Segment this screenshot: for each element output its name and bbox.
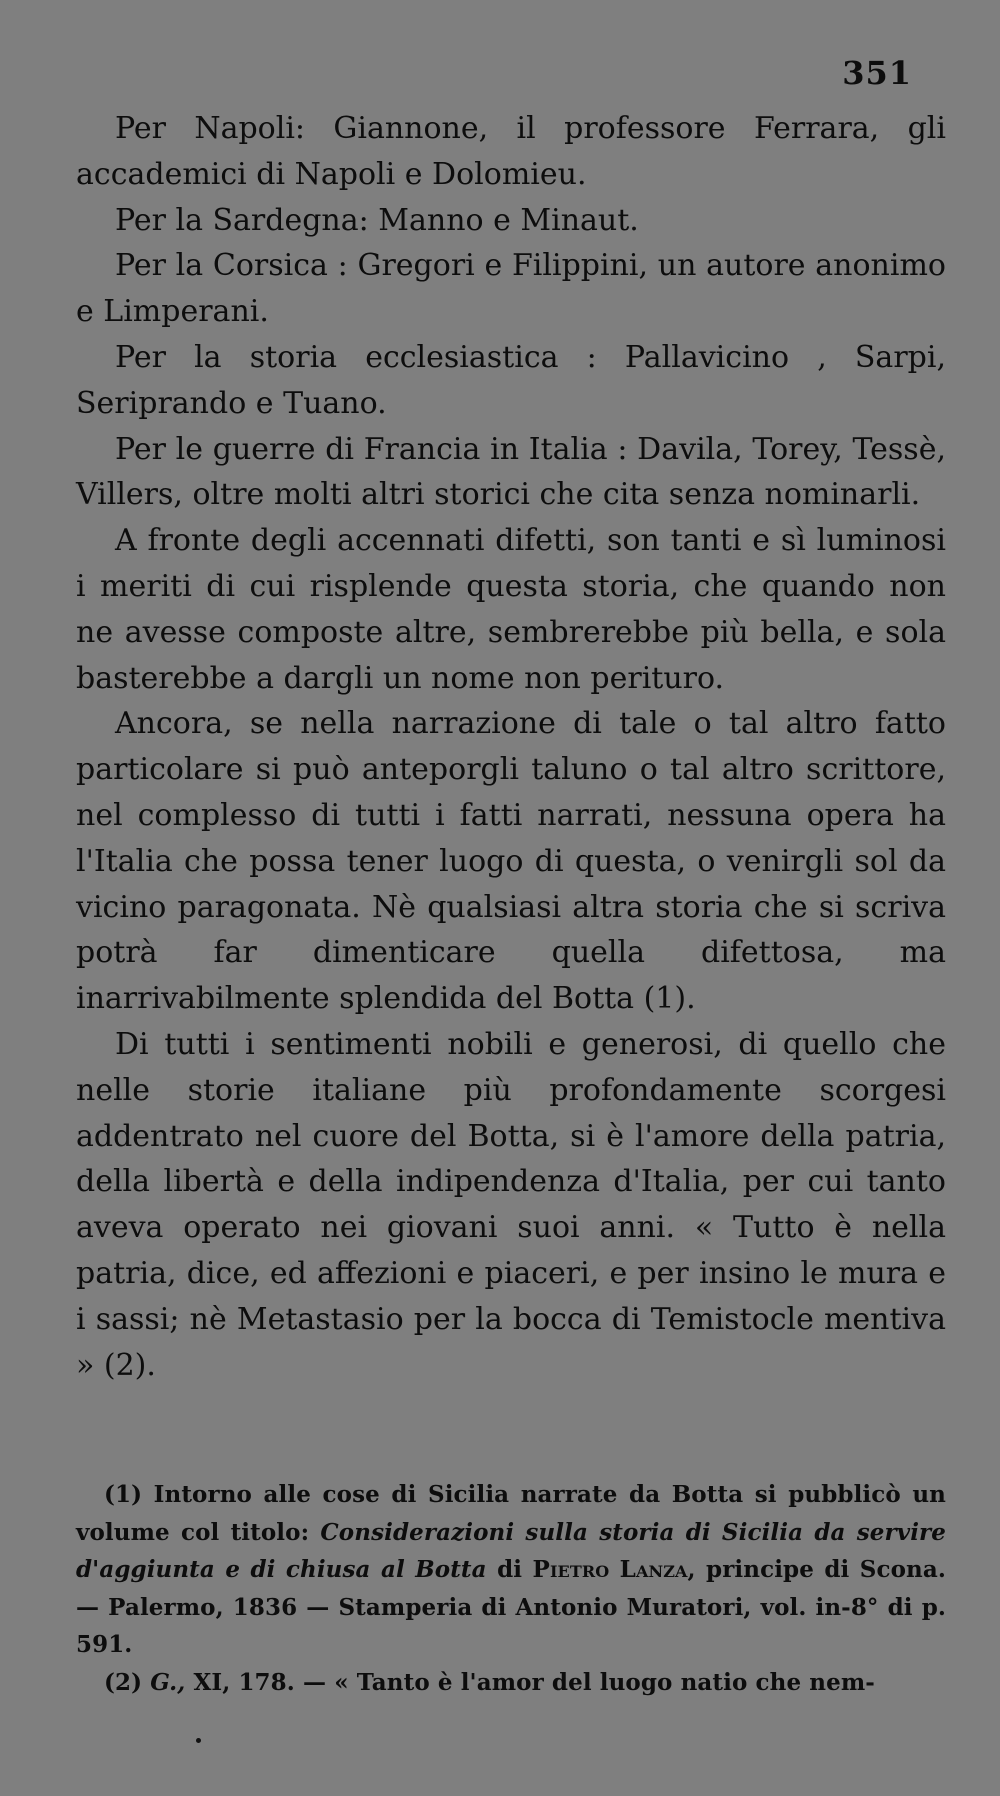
paragraph-corsica: Per la Corsica : Gregori e Filippini, un autore anonimo e Limperani. [76,248,946,330]
footnote-1-intro: Intorno alle cose di Sicilia narrate da Botta si pubblicò un volume col titolo: [76,1481,947,1546]
footnote-2-marker: (2) [104,1668,143,1696]
footnote-1 [76,1476,946,1664]
paragraph-guerre-francia: Per le guerre di Francia in Italia : Davila, Torey, Tessè, Villers, oltre molti altri storici che cita senza nominarli. [76,431,946,513]
footnote-2-source: G., [150,1668,186,1696]
ink-speck [196,1738,201,1743]
footnote-2-text: XI, 178. — « Tanto è l'amor del luogo natio che nem- [193,1668,875,1696]
page-number: 351 [842,54,912,92]
footnote-1-book-title: Considerazioni sulla storia di Sicilia da servire d'aggiunta e di chiusa al Botta [76,1518,946,1583]
footnote-1-marker: (1) [104,1481,143,1508]
paragraph-sentimenti: Di tutti i sentimenti nobili e generosi, di quello che nelle storie italiane più profondamente scorgesi addentrato nel cuore del Botta, si è l'amore della patria, della libertà e della indipendenza d'Italia, per cui tanto aveva operato nei giovani suoi anni. « Tutto è nella patria, dice, ed affezioni e piaceri, e per insino le mura e i sassi; nè Metastasio per la bocca di Temistocle mentiva » (2). [76,1026,946,1383]
footnote-1-by: di [497,1556,523,1583]
paragraph-storia-ecclesiastica: Per la storia ecclesiastica : Pallavicino , Sarpi, Seriprando e Tuano. [76,339,946,421]
footnote-1-rest: principe di Scona. — Palermo, 1836 — Stamperia di Antonio Muratori, vol. in-8° di p. 591. [76,1556,946,1658]
paragraph-narrazione: Ancora, se nella narrazione di tale o tal altro fatto particolare si può anteporgli taluno o tal altro scrittore, nel complesso di tutti i fatti narrati, nessuna opera ha l'Italia che possa tener luogo di questa, o venirgli sol da vicino paragonata. Nè qualsiasi altra storia che si scriva potrà far dimenticare quella difettosa, ma inarrivabilmente splendida del Botta (1). [76,706,946,1017]
paragraph-difetti-meriti: A fronte degli accennati difetti, son tanti e sì luminosi i meriti di cui risplende questa storia, che quando non ne avesse composte altre, sembrerebbe più bella, e sola basterebbe a dargli un nome non perituro. [76,523,946,696]
footnote-2 [76,1664,946,1702]
paragraph-sardegna: Per la Sardegna: Manno e Minaut. [115,202,639,238]
footnotes [76,1476,946,1701]
footnote-1-author: Pietro Lanza, [532,1556,696,1583]
paragraph-napoli: Per Napoli: Giannone, il professore Ferrara, gli accademici di Napoli e Dolomieu. [76,111,946,192]
body-text [76,106,946,1388]
